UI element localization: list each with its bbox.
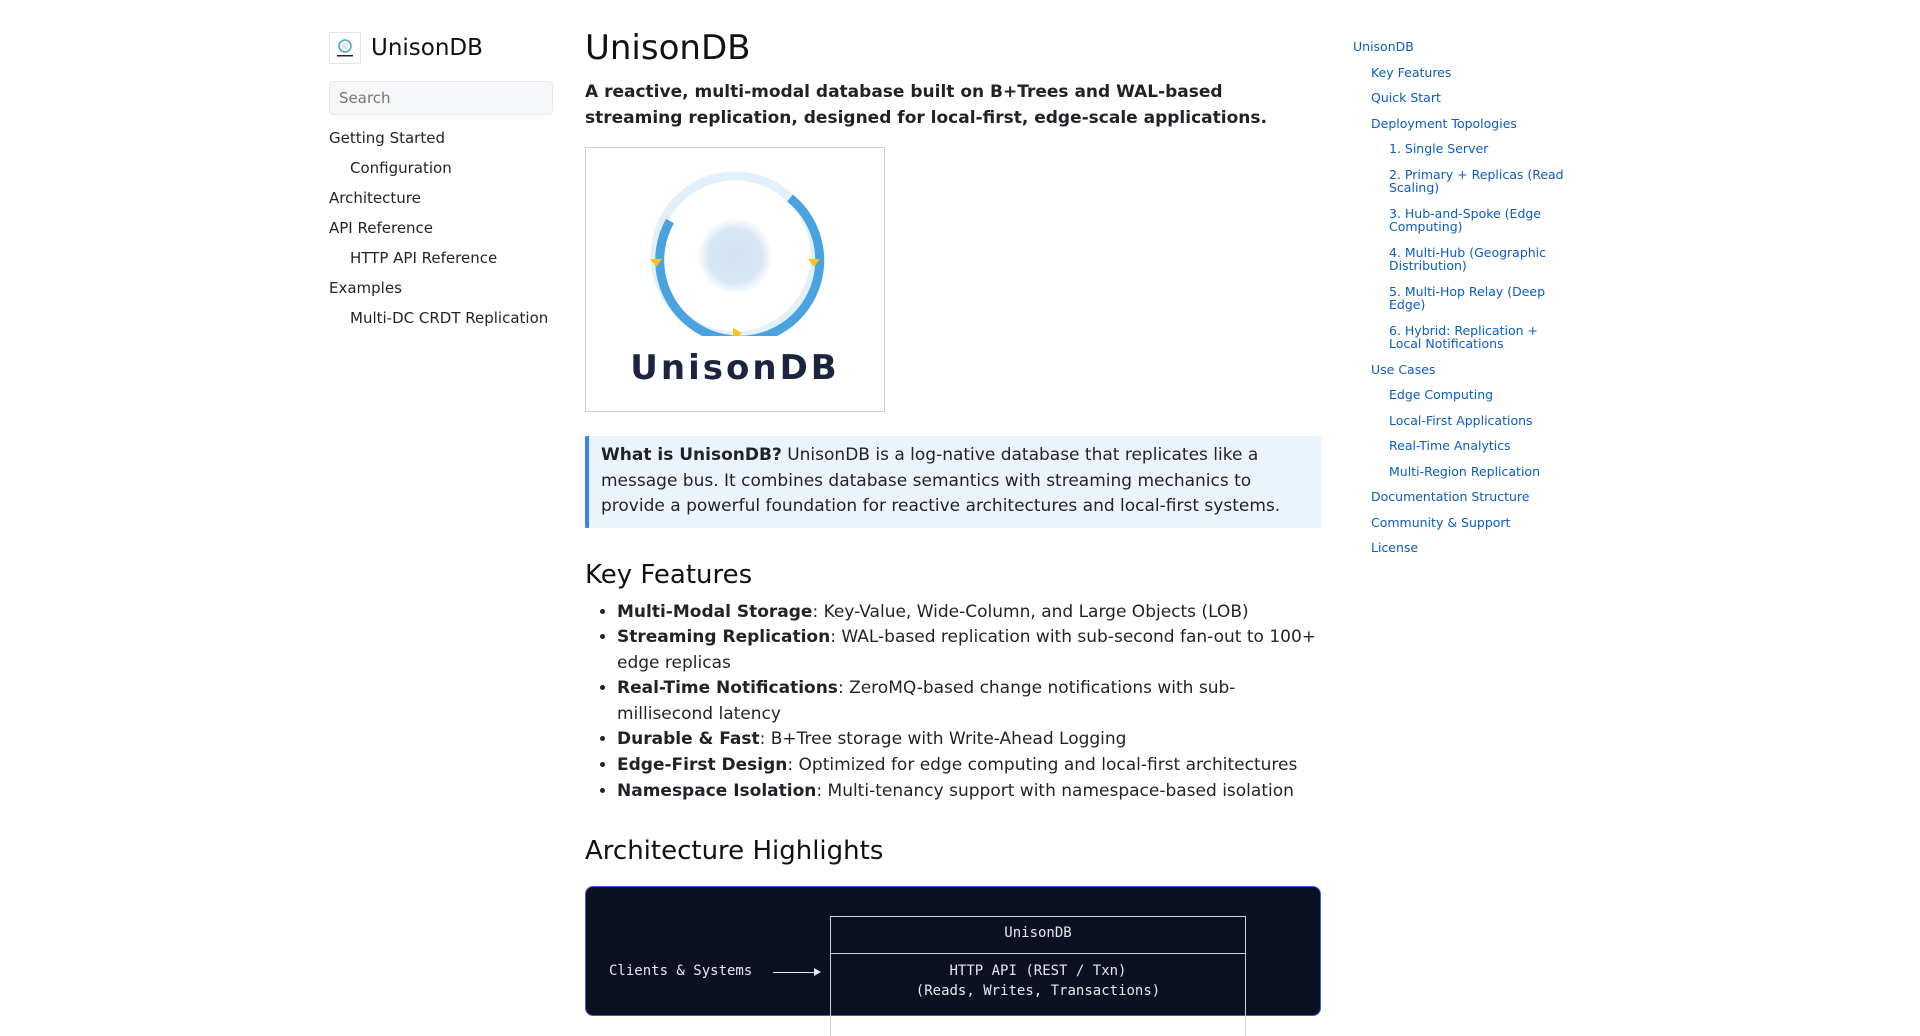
list-item: [617, 676, 1321, 727]
feature-desc: : Multi-tenancy support with namespace-based isolation: [816, 780, 1294, 801]
feature-desc: : ZeroMQ-based change notifications with sub-millisecond latency: [617, 678, 1236, 724]
toc-link[interactable]: 4. Multi-Hub (Geographic Distribution): [1389, 244, 1547, 273]
sidebar-item-http-api-reference[interactable]: HTTP API Reference: [350, 249, 498, 267]
toc-link[interactable]: Key Features: [1371, 64, 1452, 80]
diagram-clients-label: Clients & Systems: [609, 963, 753, 979]
list-item: [617, 625, 1321, 676]
toc-link[interactable]: Local-First Applications: [1389, 412, 1533, 428]
feature-name: Real-Time Notifications: [617, 678, 838, 699]
feature-desc: : WAL-based replication with sub-second fan-out to 100+ edge replicas: [617, 627, 1317, 673]
arrow-head-icon: [814, 968, 821, 976]
toc-link[interactable]: Multi-Region Replication: [1389, 463, 1541, 479]
logo-icon: [329, 32, 361, 64]
sidebar-item-configuration[interactable]: Configuration: [350, 159, 452, 177]
architecture-heading: Architecture Highlights: [585, 836, 884, 867]
toc-link[interactable]: License: [1371, 540, 1419, 555]
toc-link[interactable]: 1. Single Server: [1389, 141, 1489, 156]
ring-logo-icon: [640, 171, 830, 336]
feature-name: Durable & Fast: [617, 729, 760, 750]
key-features-heading: Key Features: [585, 559, 753, 590]
sidebar-item-api-reference[interactable]: API Reference: [329, 219, 434, 237]
page-lead: A reactive, multi-modal database built on B+Trees and WAL-based streaming replication, designed for local-first, edge-scale applications.: [585, 82, 1267, 128]
toc-link[interactable]: Real-Time Analytics: [1389, 438, 1511, 453]
toc-link[interactable]: Community & Support: [1371, 514, 1511, 530]
search-input[interactable]: [329, 81, 553, 115]
diagram-divider: [830, 953, 1246, 954]
callout-title: What is UnisonDB?: [601, 445, 782, 465]
sidebar-item-architecture[interactable]: Architecture: [329, 189, 421, 207]
toc-link[interactable]: 6. Hybrid: Replication + Local Notifications: [1389, 322, 1538, 351]
sidebar: [329, 30, 553, 333]
arrow-right-icon: [773, 972, 815, 973]
feature-desc: : Optimized for edge computing and local-first architectures: [787, 755, 1298, 776]
hero-logo-image: [585, 147, 885, 412]
diagram-api-label: HTTP API (REST / Txn): [949, 963, 1127, 979]
brand-name: UnisonDB: [371, 35, 483, 61]
feature-name: Multi-Modal Storage: [617, 601, 813, 622]
list-item: [617, 779, 1321, 805]
list-item: [617, 600, 1321, 626]
toc-link[interactable]: Use Cases: [1371, 361, 1436, 377]
sidebar-item-examples[interactable]: Examples: [329, 279, 402, 297]
brand[interactable]: [329, 30, 553, 66]
toc-link[interactable]: Deployment Topologies: [1371, 115, 1517, 131]
callout-text: UnisonDB is a log-native database that replicates like a message bus. It combines database semantics with streaming mechanics to provide a powerful foundation for reactive architectures and local-first systems.: [601, 445, 1281, 516]
toc-link[interactable]: 2. Primary + Replicas (Read Scaling): [1389, 166, 1564, 195]
toc-link[interactable]: UnisonDB: [1353, 39, 1414, 54]
toc-link[interactable]: Edge Computing: [1389, 387, 1494, 402]
list-item: [617, 753, 1321, 779]
diagram-api-sub: (Reads, Writes, Transactions): [915, 983, 1161, 999]
list-item: [617, 727, 1321, 753]
feature-desc: : B+Tree storage with Write-Ahead Logging: [759, 729, 1127, 750]
toc-link[interactable]: Quick Start: [1371, 90, 1441, 105]
feature-name: Namespace Isolation: [617, 780, 817, 801]
features-list: [585, 600, 1321, 805]
feature-name: Edge-First Design: [617, 755, 788, 776]
toc-link[interactable]: 3. Hub-and-Spoke (Edge Computing): [1389, 205, 1542, 234]
sidebar-item-multi-dc-crdt[interactable]: Multi-DC CRDT Replication: [350, 309, 549, 327]
toc-link[interactable]: 5. Multi-Hop Relay (Deep Edge): [1389, 283, 1546, 312]
hero-logo-wordmark: UnisonDB: [630, 348, 840, 388]
page-title: UnisonDB: [585, 28, 751, 68]
feature-name: Streaming Replication: [617, 627, 831, 648]
diagram-box-title: UnisonDB: [1004, 925, 1072, 941]
sidebar-item-getting-started[interactable]: Getting Started: [329, 129, 445, 147]
main-content: [585, 26, 1321, 868]
info-callout: [585, 436, 1321, 528]
toc-link[interactable]: Documentation Structure: [1371, 489, 1530, 504]
architecture-diagram-code-block: [585, 886, 1321, 1016]
feature-desc: : Key-Value, Wide-Column, and Large Objects (LOB): [812, 601, 1249, 622]
table-of-contents: [1353, 34, 1573, 561]
